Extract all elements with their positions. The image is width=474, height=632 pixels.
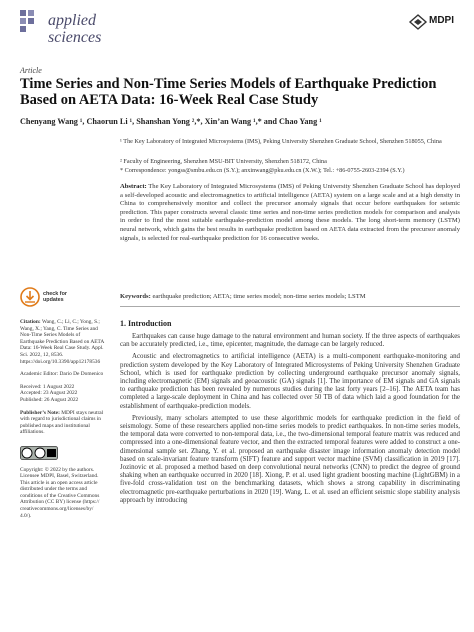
publisher-note-text: MDPI stays neutral with regard to jurisdictional claims in published maps and institutional affiliations. — [20, 409, 104, 436]
paragraph-2: Acoustic and electromagnetics to artificial intelligence (AETA) is a multi-component earthquake-monitoring and prediction system developed by the Key Laboratory of Integrated Microsystems of Peking University Shenzhen Graduate School, which is used for earthquake prediction by collecting underground earthquake precursor anomaly signals, including electromagnetic (EM) signals and geoacoustic (GA) signals [1]. The importance of EM signals and GA signals to earthquake prediction has been revealed by numerous studies during the last forty years [2–16]. The AETA team has completed a large-scale deployment in China and has collected over 50 TB of data which laid a good foundation for the establishment of earthquake-prediction models. — [120, 353, 460, 410]
copyright-block — [20, 467, 104, 520]
journal-logo-icon — [20, 10, 42, 32]
abstract — [120, 183, 460, 243]
paragraph-1: Earthquakes can cause huge damage to the natural environment and human society. If the three aspects of earthquakes can be accurately predicted, i.e., time, epicenter, magnitude, the damage can be largely reduced. — [120, 333, 460, 349]
copyright-text: Copyright: © 2022 by the authors. Licensee MDPI, Basel, Switzerland. This article is an open access article distributed under the terms and conditions of the Creative Commons Attribution (CC BY) license (https:// creativecommons.org/licenses/by/ 4.0/). — [20, 466, 100, 519]
keywords — [120, 293, 460, 300]
check-for-updates-icon — [20, 287, 40, 307]
citation-block — [20, 319, 104, 365]
received-date: Received: 1 August 2022 — [20, 383, 75, 390]
editor-block — [20, 371, 104, 378]
check-updates-line2: updates — [43, 297, 64, 303]
affiliation-2: ² Faculty of Engineering, Shenzhen MSU-BIT University, Shenzhen 518172, China — [120, 158, 327, 165]
article-type: Article — [20, 66, 42, 75]
citation-text[interactable]: Wang, C.; Li, C.; Yong, S.; Wang, X.; Yang, C. Time Series and Non-Time Series Models of Earthquake Prediction Based on AETA Data: 16-Week Real Case Study. Appl. Sci. 2022, 12, 8536. https://doi.org/10.3390/app12178536 — [20, 319, 105, 365]
journal-name-line1: applied — [48, 12, 96, 29]
accepted-date: Accepted: 23 August 2022 — [20, 390, 78, 397]
cc-by-license-icon[interactable] — [20, 446, 58, 460]
abstract-label: Abstract: — [120, 183, 147, 190]
check-for-updates-button[interactable] — [20, 287, 104, 315]
affiliation-1: ¹ The Key Laboratory of Integrated Microsystems (IMS), Peking University Shenzhen Graduate School, Shenzhen 518055, China — [120, 138, 442, 145]
keywords-label: Keywords: — [120, 293, 151, 300]
check-updates-line1: check for — [43, 291, 67, 297]
author-list: Chenyang Wang ¹, Chaorun Li ¹, Shanshan Yong ²,*, Xin’an Wang ¹,* and Chao Yang ¹ — [20, 117, 322, 126]
publisher-note-label: Publisher’s Note: — [20, 409, 60, 416]
paper-title: Time Series and Non-Time Series Models of Earthquake Prediction Based on AETA Data: 16-Week Real Case Study — [20, 76, 437, 108]
paragraph-3: Previously, many scholars attempted to use these algorithmic models for earthquake prediction in the field of seismology. Some of these researchers applied non-time series models to predict earthquakes. In non-time series models, the temporal data were converted to non-temporal data, i.e., the two-dimensional temporal feature matrix was reduced and compressed into a one-dimensional feature vector, and then the extracted temporal features were added to construct a one-dimensional sample set. Zhang, Y. et al. proposed an earthquake disaster image information anomaly detection model based on scale-invariant feature transform (SIFT) feature and support vector machine (SVM) classification in 2019 [17]. Jozinovic et al. proposed a method based on deep convolutional neural networks (CNN) to predict the degree of ground shaking when an earthquake occurred in 2020 [18]. Xiong, P. et al. used light gradient boosting machine (LightGBM) in a five-fold cross-validation test on the benchmarking datasets, which shows a strong capability in discriminating electromagnetic pre-earthquake perturbations in 2020 [19]. Wang, L. et al. used an efficient seismic slope stability analysis approach by introducing — [120, 414, 460, 504]
editor-name: Dario De Domenico — [59, 371, 104, 378]
section-heading: 1. Introduction — [120, 319, 172, 328]
citation-label: Citation: — [20, 319, 41, 325]
abstract-text: The Key Laboratory of Integrated Microsystems (IMS) of Peking University Shenzhen Graduate School has deployed a self-developed acoustic and electromagnetics to artificial intelligence (AETA) system on a large scale and at a high density in China to comprehensively monitor and collect the precursor anomaly signals that occur before earthquakes for seismic prediction. This paper constructs several classic time series and non-time series prediction models for comparison and analysis in order to find the most suitable earthquake-prediction model among these models. The long short-term memory (LSTM) neural network, which gains the best results in earthquake prediction based on AETA data extracted from the precursor anomaly signals, is selected for real-earthquake prediction for 16 consecutive weeks. — [120, 183, 460, 242]
keywords-text: earthquake prediction; AETA; time series model; non-time series models; LSTM — [152, 293, 366, 300]
body-text — [120, 333, 460, 509]
correspondence: * Correspondence: yongss@smbu.edu.cn (S.Y.); anxinwang@pku.edu.cn (X.W.); Tel.: +86-0755-2603-2394 (S.Y.) — [120, 167, 405, 174]
section-divider — [120, 306, 460, 307]
published-date: Published: 26 August 2022 — [20, 396, 79, 403]
journal-logo — [20, 8, 140, 52]
editor-label: Academic Editor: — [20, 371, 59, 378]
sidebar — [20, 287, 104, 525]
publisher-note — [20, 410, 104, 436]
publisher-name: MDPI — [429, 15, 454, 26]
dates-block — [20, 384, 104, 404]
journal-name-line2: sciences — [48, 29, 102, 46]
